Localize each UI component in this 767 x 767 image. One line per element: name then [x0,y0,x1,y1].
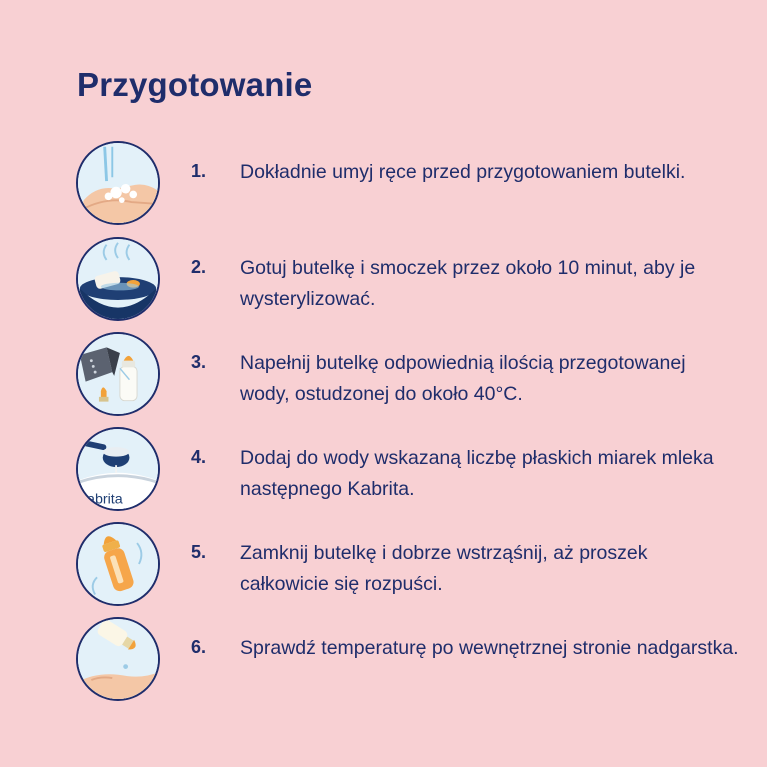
scoop-tin-icon [76,427,160,511]
step-text: Dokładnie umyj ręce przed przygotowaniem butelki. [240,161,686,183]
step-number: 1. [191,161,207,181]
boiling-pot-icon [76,237,160,321]
step-5 [76,522,746,608]
step-number: 6. [191,637,207,657]
step-number: 4. [191,447,207,467]
step-text: Gotuj butelkę i smoczek przez około 10 minut, aby je wysterylizować. [240,257,696,310]
wrist-test-icon [76,617,160,701]
step-2 [76,237,746,323]
step-number: 3. [191,352,207,372]
step-6 [76,617,746,703]
step-4 [76,427,746,513]
wash-hands-icon [76,141,160,225]
step-number: 2. [191,257,207,277]
shake-bottle-icon [76,522,160,606]
step-number: 5. [191,542,207,562]
step-1 [76,141,746,227]
step-text: Napełnij butelkę odpowiednią ilością przegotowanej wody, ostudzonej do około 40°C. [240,352,686,405]
step-text: Zamknij butelkę i dobrze wstrząśnij, aż proszek całkowicie się rozpuści. [240,542,648,595]
step-text: Dodaj do wody wskazaną liczbę płaskich miarek mleka następnego Kabrita. [240,447,714,500]
step-3 [76,332,746,418]
page-title: Przygotowanie [77,66,313,103]
kettle-bottle-icon [76,332,160,416]
step-text: Sprawdź temperaturę po wewnętrznej stronie nadgarstka. [240,637,739,659]
kabrita-logo: kabrita [79,491,123,508]
